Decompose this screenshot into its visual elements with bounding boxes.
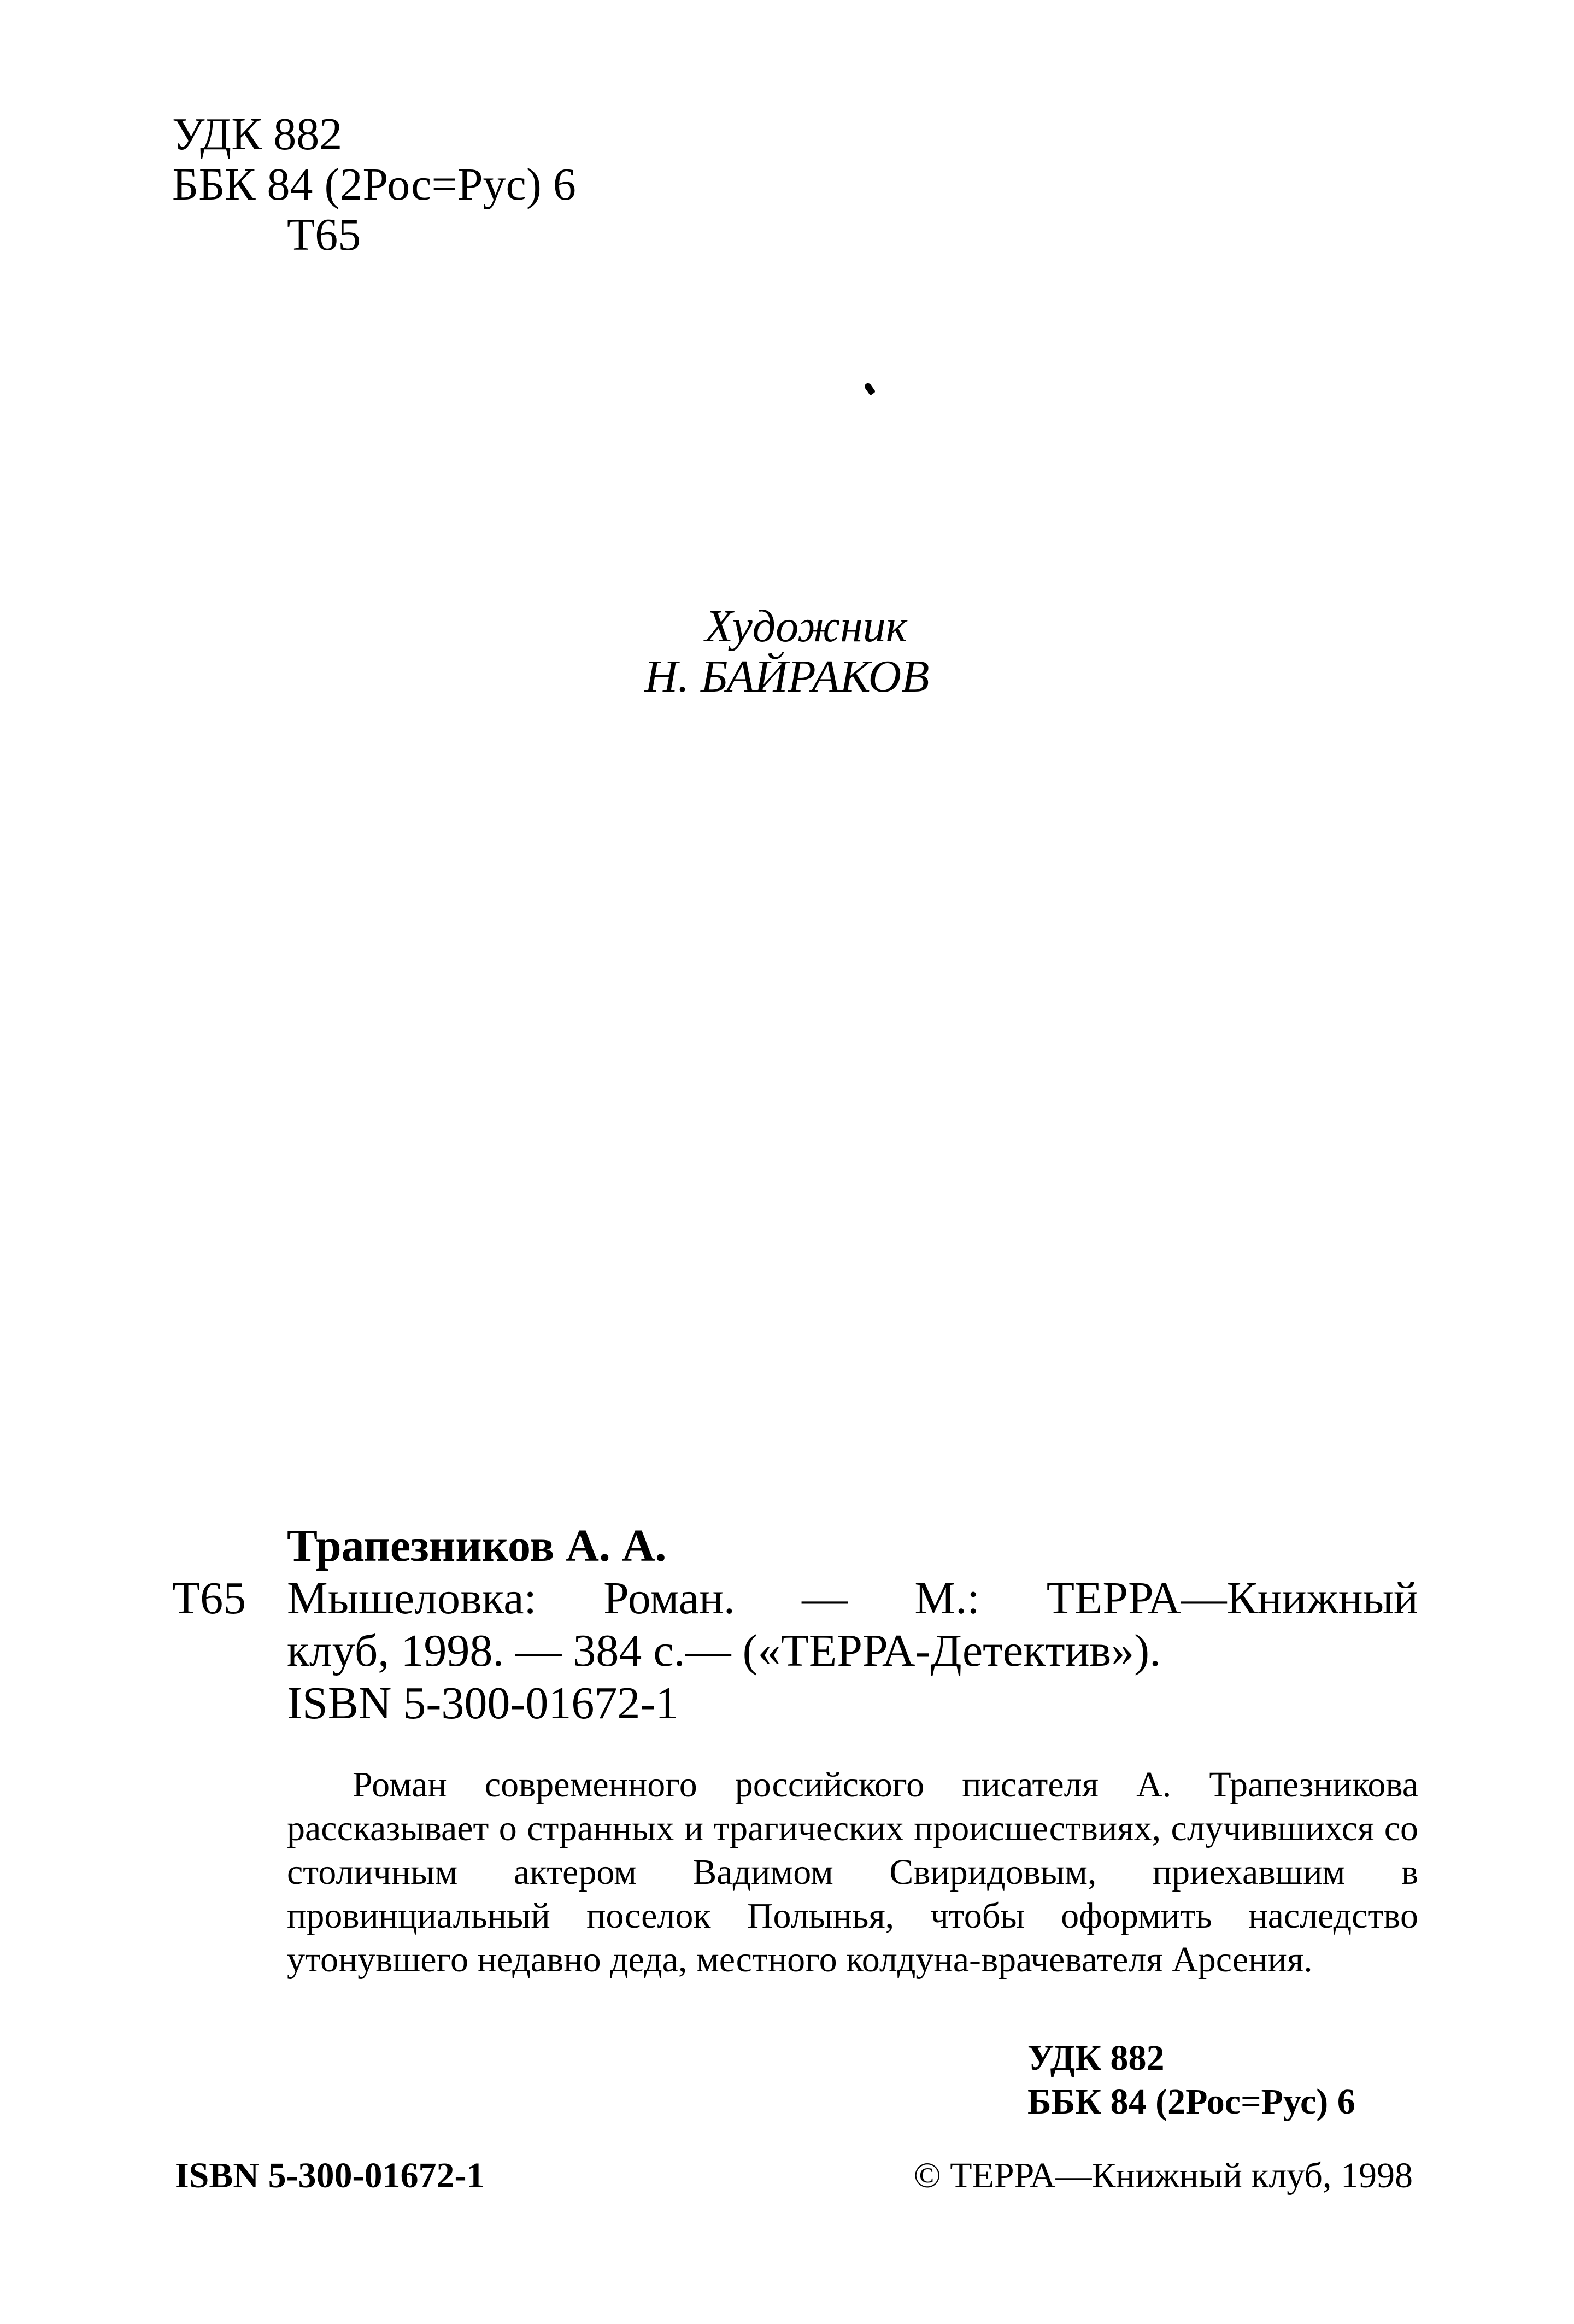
footer-bbk-code: ББК 84 (2Рос=Рус) 6 bbox=[1027, 2082, 1355, 2122]
annotation-text: Роман современного российского писателя А. Трапезникова рассказывает о странных и трагических происшествиях, случившихся со столичным актером Вадимом Свиридовым, приехавшим в провинциальный поселок Полынья, чтобы оформить наследство утонувшего недавно деда, местного колдуна-врачевателя Арсения. bbox=[287, 1765, 1418, 1980]
illustrator-credit bbox=[0, 601, 1574, 702]
annotation bbox=[287, 1763, 1418, 1982]
record-title-line: Мышеловка: Роман. — М.: ТЕРРА—Книжный bbox=[287, 1573, 1418, 1624]
record-isbn: ISBN 5-300-01672-1 bbox=[287, 1678, 679, 1729]
print-speck bbox=[864, 382, 876, 396]
bbk-code: ББК 84 (2Рос=Рус) 6 bbox=[172, 159, 576, 210]
record-author: Трапезников А. А. bbox=[287, 1520, 667, 1571]
udc-code: УДК 882 bbox=[172, 109, 343, 160]
footer-udc-code: УДК 882 bbox=[1027, 2038, 1165, 2078]
bibliographic-record bbox=[172, 1520, 1418, 1730]
copyright-notice: © ТЕРРА—Книжный клуб, 1998 bbox=[913, 2156, 1413, 2196]
illustrator-name: Н. БАЙРАКОВ bbox=[644, 651, 930, 702]
record-author-mark: Т65 bbox=[172, 1573, 246, 1624]
footer-isbn: ISBN 5-300-01672-1 bbox=[175, 2156, 485, 2196]
record-imprint-line: клуб, 1998. — 384 с.— («ТЕРРА-Детектив»). bbox=[287, 1625, 1161, 1676]
illustrator-role: Художник bbox=[704, 601, 908, 652]
classification-header bbox=[172, 109, 576, 260]
classification-footer bbox=[1027, 2036, 1355, 2124]
author-mark: Т65 bbox=[287, 209, 361, 260]
